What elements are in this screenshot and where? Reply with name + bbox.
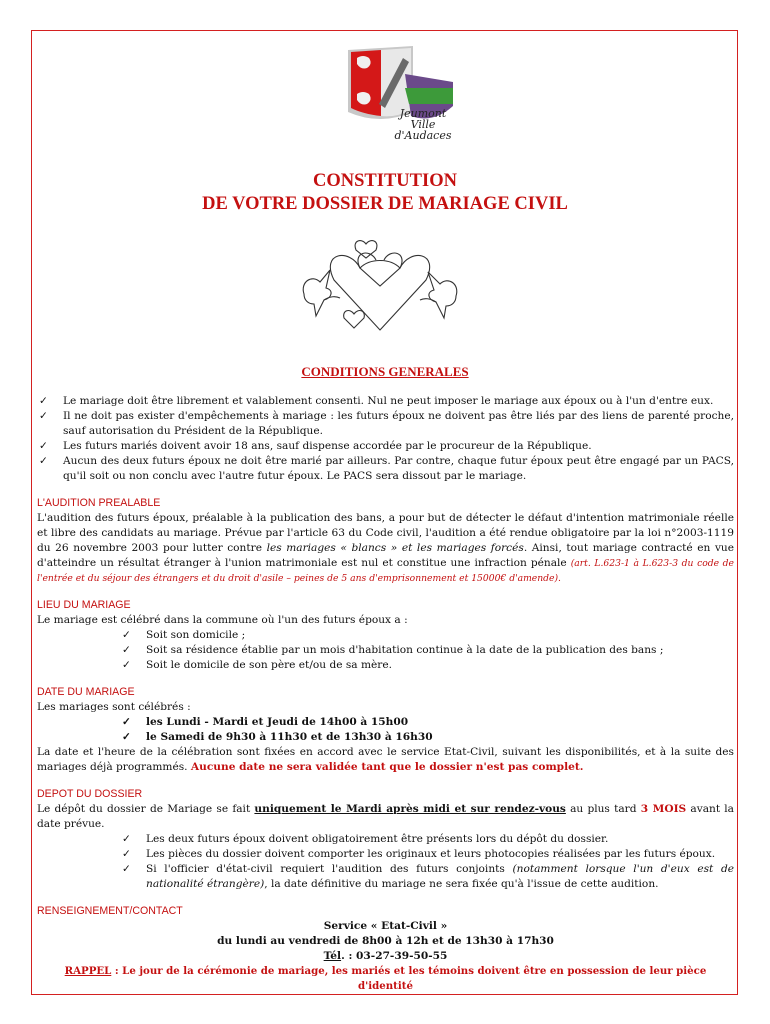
doves-hearts-illustration (290, 238, 470, 348)
check-icon: ✓ (122, 863, 131, 875)
depot-item-text: Les pièces du dossier doivent comporter les originaux et leurs photocopies réalisées par les futurs époux. (146, 848, 716, 860)
list-item (120, 832, 734, 847)
check-icon: ✓ (122, 644, 131, 656)
depot-item3-text-a: Si l'officier d'état-civil requiert l'audition des futurs conjoints (146, 863, 513, 875)
lieu-item-text: Soit sa résidence établie par un mois d'habitation continue à la date de la publication des bans ; (146, 644, 664, 656)
page-title-line1: CONSTITUTION (313, 171, 457, 191)
section-depot-heading: DEPOT DU DOSSIER (37, 788, 143, 800)
date-warning: Aucune date ne sera validée tant que le dossier n'est pas complet. (190, 761, 584, 773)
shield-green (405, 88, 453, 104)
shield-red-top (351, 50, 381, 88)
check-icon: ✓ (39, 410, 48, 422)
logo-town: Jeumont (399, 107, 447, 120)
dove-right-icon (428, 272, 457, 318)
rappel-text: : Le jour de la cérémonie de mariage, les mariés et les témoins doivent être en possession de leur pièce d'identité (111, 965, 707, 992)
check-icon: ✓ (122, 659, 131, 671)
date-item-text: le Samedi de 9h30 à 11h30 et de 13h30 à 16h30 (146, 731, 433, 743)
check-icon: ✓ (39, 455, 48, 467)
date-intro: Les mariages sont célébrés : (37, 701, 191, 713)
check-icon: ✓ (39, 395, 48, 407)
depot-text-2: au plus tard (565, 803, 641, 815)
logo-motto: Ville d'Audaces (394, 118, 452, 142)
small-heart-icon (355, 241, 377, 258)
list-item (37, 439, 734, 454)
date-item-text: les Lundi - Mardi et Jeudi de 14h00 à 15h00 (146, 716, 409, 728)
audition-legal-ref: (art. L.623-1 à L.623-3 du code de l'entrée et du séjour des étrangers et du droit d'asile – peines de 5 ans d'emprisonnement et 15000€ d'amende). (37, 558, 734, 584)
list-item (120, 847, 734, 862)
depot-list (120, 832, 734, 892)
list-item (37, 409, 734, 439)
lieu-intro: Le mariage est célébré dans la commune où l'un des futurs époux a : (37, 614, 408, 626)
list-item (37, 394, 734, 409)
section-lieu-heading: LIEU DU MARIAGE (37, 599, 131, 611)
date-list (120, 715, 734, 745)
list-item (37, 454, 734, 484)
section-conditions-generales: CONDITIONS GENERALES (301, 364, 469, 379)
depot-text-underlined: uniquement le Mardi après midi et sur rendez-vous (254, 803, 566, 815)
lieu-item-text: Soit le domicile de son père et/ou de sa mère. (146, 659, 393, 671)
date-note-text: La date et l'heure de la célébration sont fixées en accord avec le service Etat-Civil, suivant les disponibilités, et à la suite des mariages déjà programmés. (37, 746, 734, 773)
contact-tel-label: Tél (323, 950, 342, 962)
contact-phone (37, 949, 734, 964)
list-item (120, 658, 734, 673)
rappel-note (37, 964, 734, 994)
depot-item3-italic: (notamment lorsque l'un d'eux est de nationalité étrangère) (146, 863, 734, 890)
lieu-item-text: Soit son domicile ; (146, 629, 246, 641)
inner-heart-icon (358, 253, 402, 286)
section-contact-heading: RENSEIGNEMENT/CONTACT (37, 905, 183, 917)
date-note (37, 745, 734, 775)
condition-text: Le mariage doit être librement et valablement consenti. Nul ne peut imposer le mariage aux époux ou à l'un d'entre eux. (63, 395, 714, 407)
lieu-list (120, 628, 734, 673)
depot-paragraph (37, 802, 734, 832)
contact-hours: du lundi au vendredi de 8h00 à 12h et de 13h30 à 17h30 (217, 935, 554, 947)
audition-paragraph (37, 511, 734, 586)
depot-item-text: Les deux futurs époux doivent obligatoirement être présents lors du dépôt du dossier. (146, 833, 609, 845)
check-icon: ✓ (39, 440, 48, 452)
depot-item3-text-b: , la date définitive du mariage ne sera fixée qu'à l'issue de cette audition. (264, 878, 659, 890)
document-body (37, 394, 734, 994)
audition-text-2: . Ainsi, tout mariage contracté en vue d'atteindre un résultat étranger à l'union matrimoniale est nul et constitue une infraction pénale (37, 542, 735, 569)
page-title-line2: DE VOTRE DOSSIER DE MARIAGE CIVIL (202, 194, 568, 214)
logo-caption (393, 108, 453, 141)
list-item (120, 730, 734, 745)
condition-text: Les futurs mariés doivent avoir 18 ans, sauf dispense accordée par le procureur de la République. (63, 440, 592, 452)
check-icon: ✓ (122, 833, 131, 845)
check-icon: ✓ (122, 848, 131, 860)
bottom-heart-icon (344, 311, 365, 328)
depot-text-1: Le dépôt du dossier de Mariage se fait (37, 803, 255, 815)
depot-text-3: avant la date prévue. (37, 803, 735, 830)
list-item (120, 628, 734, 643)
section-date-heading: DATE DU MARIAGE (37, 686, 135, 698)
list-item (120, 862, 734, 892)
list-item (120, 715, 734, 730)
dove-left-icon (303, 270, 331, 316)
check-icon: ✓ (122, 716, 131, 728)
audition-text-italic: les mariages « blancs » et les mariages forcés (266, 542, 524, 554)
section-audition-heading: L'AUDITION PREALABLE (37, 497, 161, 509)
audition-text-1: L'audition des futurs époux, préalable à la publication des bans, a pour but de détecter le défaut d'intention matrimoniale réelle et libre des candidats au mariage. Prévue par l'article 63 du Code civil, l'audition a été rendue obligatoire par la loi n°2003-1119 du 26 novembre 2003 pour lutter contre (37, 512, 734, 554)
contact-service: Service « Etat-Civil » (323, 920, 448, 932)
condition-text: Aucun des deux futurs époux ne doit être marié par ailleurs. Par contre, chaque futur époux peut être engagé par un PACS, qu'il soit ou non conclu avec l'autre futur époux. Le PACS sera dissout par le mariage. (63, 455, 734, 482)
condition-text: Il ne doit pas exister d'empêchements à mariage : les futurs époux ne doivent pas être liés par des liens de parenté proche, sauf autorisation du Président de la République. (63, 410, 734, 437)
check-icon: ✓ (122, 629, 131, 641)
check-icon: ✓ (122, 731, 131, 743)
depot-delay: 3 MOIS (640, 803, 687, 815)
rappel-label: RAPPEL (64, 965, 112, 977)
list-item (120, 643, 734, 658)
contact-tel-number: . : 03-27-39-50-55 (341, 950, 448, 962)
conditions-list (37, 394, 734, 484)
